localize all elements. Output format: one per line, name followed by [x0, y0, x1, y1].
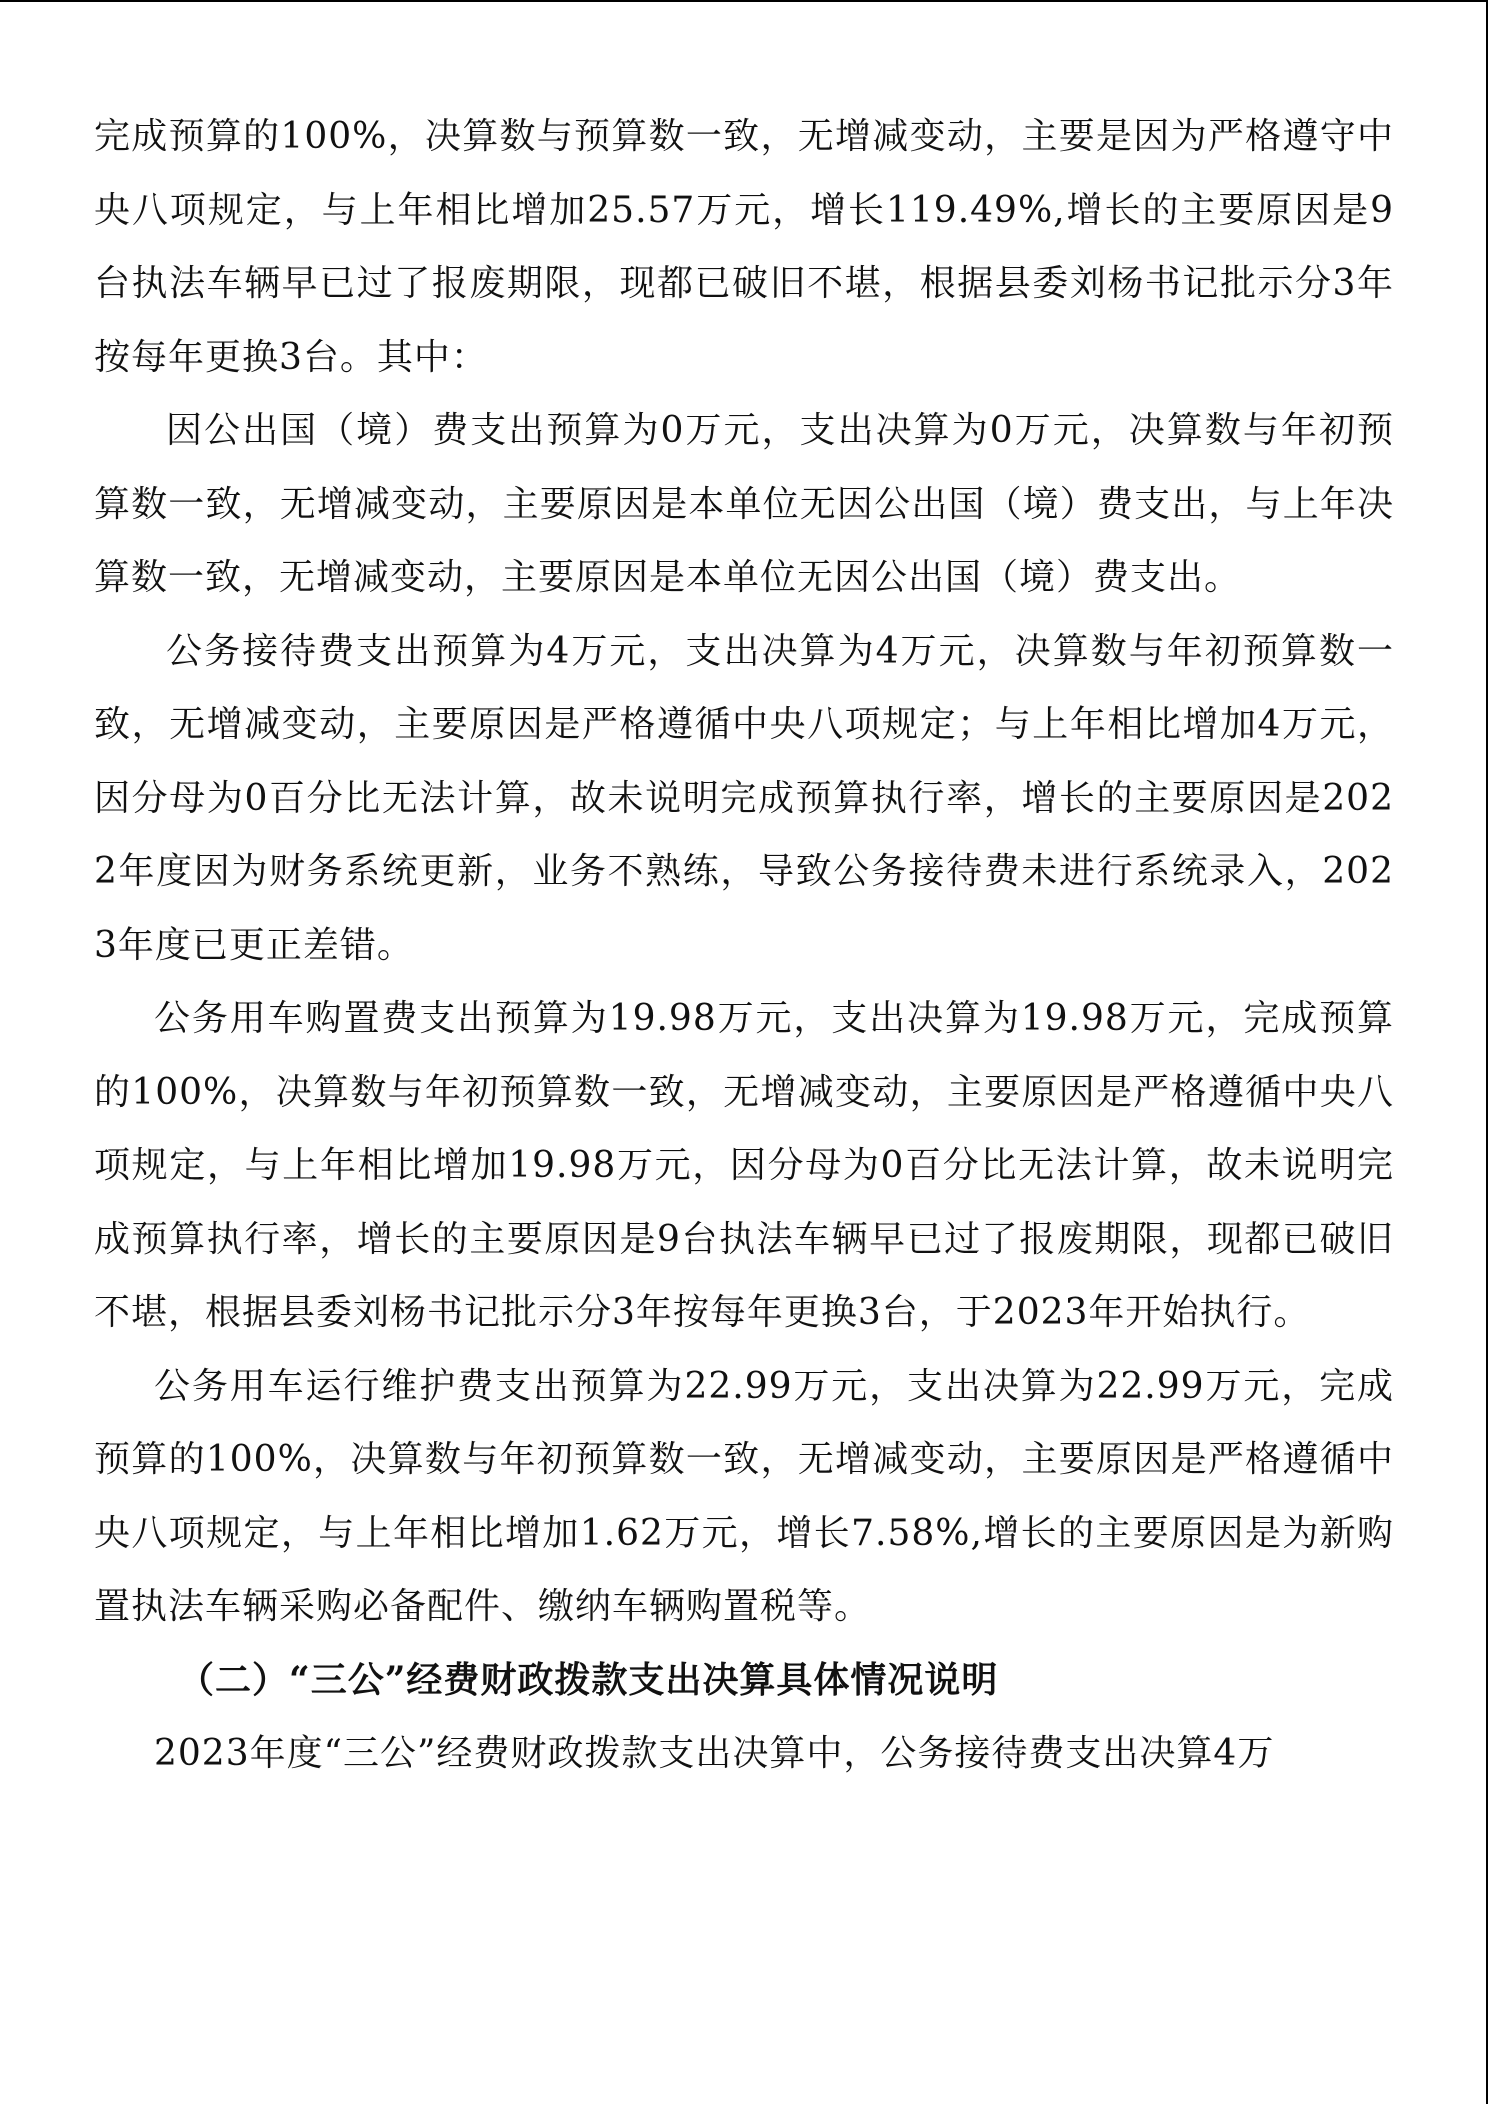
paragraph-vehicle-maintenance: 公务用车运行维护费支出预算为22.99万元，支出决算为22.99万元，完成预算的100%，决算数与年初预算数一致，无增减变动，主要原因是严格遵循中央八项规定，与上年相比增加1.62万元，增长7.58%,增长的主要原因是为新购置执法车辆采购必备配件、缴纳车辆购置税等。 [94, 1365, 1394, 1627]
paragraph-official-reception: 公务接待费支出预算为4万元，支出决算为4万元，决算数与年初预算数一致，无增减变动，主要原因是严格遵循中央八项规定；与上年相比增加4万元，因分母为0百分比无法计算，故未说明完成预算执行率，增长的主要原因是2022年度因为财务系统更新，业务不熟练，导致公务接待费未进行系统录入，2023年度已更正差错。 [94, 630, 1394, 966]
paragraph-budget-summary: 完成预算的100%，决算数与预算数一致，无增减变动，主要是因为严格遵守中央八项规定，与上年相比增加25.57万元，增长119.49%,增长的主要原因是9台执法车辆早已过了报废期限，现都已破旧不堪，根据县委刘杨书记批示分3年按每年更换3台。其中： [94, 116, 1394, 378]
page-border-top [0, 0, 1488, 2]
document-body [94, 100, 1394, 1791]
paragraph-vehicle-purchase: 公务用车购置费支出预算为19.98万元，支出决算为19.98万元，完成预算的100%，决算数与年初预算数一致，无增减变动，主要原因是严格遵循中央八项规定，与上年相比增加19.98万元，因分母为0百分比无法计算，故未说明完成预算执行率，增长的主要原因是9台执法车辆早已过了报废期限，现都已破旧不堪，根据县委刘杨书记批示分3年按每年更换3台，于2023年开始执行。 [94, 998, 1394, 1333]
paragraph-final: 2023年度“三公”经费财政拨款支出决算中，公务接待费支出决算4万 [154, 1733, 1275, 1774]
section-heading: （二）“三公”经费财政拨款支出决算具体情况说明 [178, 1658, 999, 1701]
paragraph-overseas-travel: 因公出国（境）费支出预算为0万元，支出决算为0万元，决算数与年初预算数一致，无增减变动，主要原因是本单位无因公出国（境）费支出，与上年决算数一致，无增减变动，主要原因是本单位无因公出国（境）费支出。 [94, 410, 1394, 598]
